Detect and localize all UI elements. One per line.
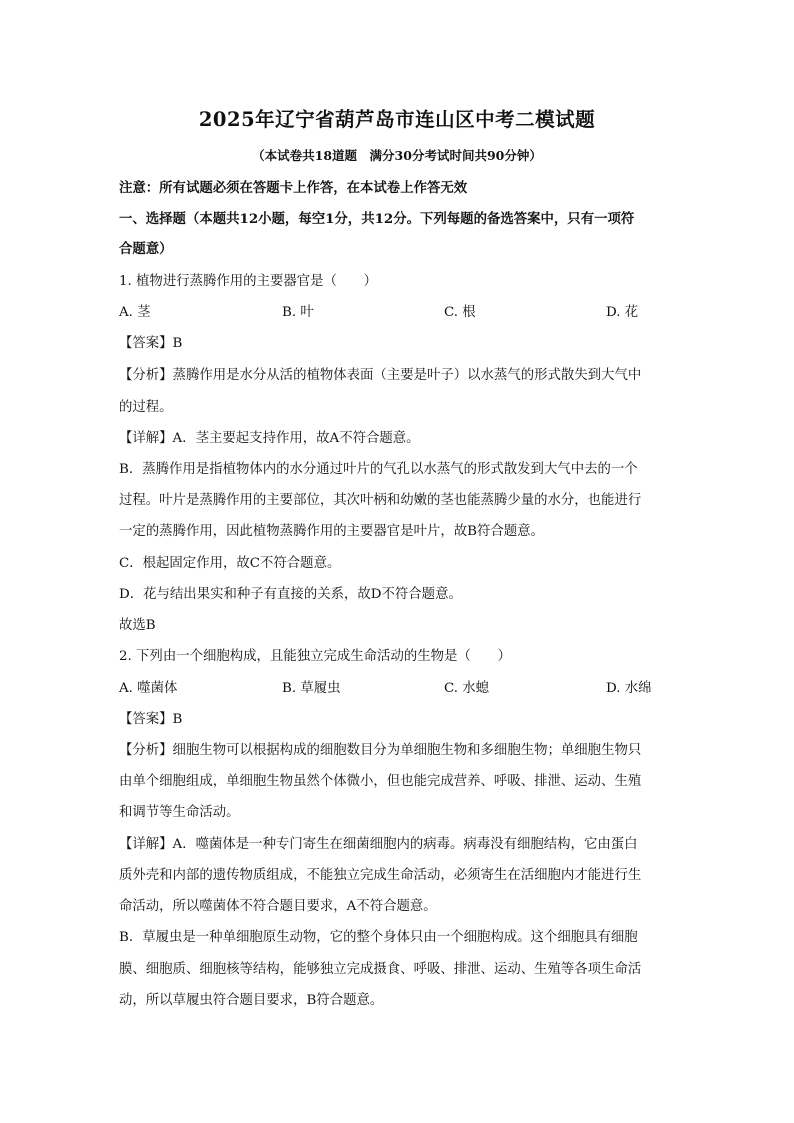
q1-option-b: B. 叶 [282, 305, 314, 320]
q2-detail-line6: 动，所以草履虫符合题目要求，B符合题意。 [119, 993, 384, 1008]
q2-detail-line3: 命活动，所以噬菌体不符合题目要求，A不符合题意。 [119, 899, 437, 914]
page-title: 2025年辽宁省葫芦岛市连山区中考二模试题 [198, 108, 596, 131]
q1-detail-line3: 过程。叶片是蒸腾作用的主要部位，其次叶柄和幼嫩的茎也能蒸腾少量的水分，也能进行 [119, 493, 642, 508]
q2-answer: 【答案】B [119, 712, 183, 727]
q2-detail-line2: 质外壳和内部的遗传物质组成，不能独立完成生命活动，必须寄生在活细胞内才能进行生 [119, 868, 642, 883]
q2-detail-line5: 膜、细胞质、细胞核等结构，能够独立完成摄食、呼吸、排泄、运动、生殖等各项生命活 [119, 962, 642, 977]
q2-detail-line1: 【详解】A．噬菌体是一种专门寄生在细菌细胞内的病毒。病毒没有细胞结构，它由蛋白 [119, 837, 638, 852]
notice: 注意：所有试题必须在答题卡上作答，在本试卷上作答无效 [119, 180, 468, 196]
q1-detail-line5: C．根起固定作用，故C不符合题意。 [119, 556, 341, 571]
q2-detail-line4: B．草履虫是一种单细胞原生动物，它的整个身体只由一个细胞构成。这个细胞具有细胞 [119, 930, 638, 945]
q1-analysis-line2: 的过程。 [119, 400, 173, 415]
question-1-stem: 1. 植物进行蒸腾作用的主要器官是（ ） [119, 274, 378, 289]
q1-option-d: D. 花 [606, 305, 639, 320]
q1-detail-line6: D．花与结出果实和种子有直接的关系，故D不符合题意。 [119, 587, 462, 602]
q1-detail-line1: 【详解】A．茎主要起支持作用，故A不符合题意。 [119, 431, 420, 446]
q1-conclusion: 故选B [119, 618, 156, 633]
section-heading-line2: 合题意） [119, 241, 173, 257]
q2-analysis-line3: 和调节等生命活动。 [119, 805, 240, 820]
q1-answer: 【答案】B [119, 336, 183, 351]
q2-option-d: D. 水绵 [606, 681, 652, 696]
q2-analysis-line2: 由单个细胞组成，单细胞生物虽然个体微小，但也能完成营养、呼吸、排泄、运动、生殖 [119, 774, 642, 789]
q1-detail-line2: B．蒸腾作用是指植物体内的水分通过叶片的气孔以水蒸气的形式散发到大气中去的一个 [119, 462, 638, 477]
q2-analysis-line1: 【分析】细胞生物可以根据构成的细胞数目分为单细胞生物和多细胞生物；单细胞生物只 [119, 743, 642, 758]
q1-detail-line4: 一定的蒸腾作用，因此植物蒸腾作用的主要器官是叶片，故B符合题意。 [119, 524, 544, 539]
q1-option-c: C. 根 [444, 305, 476, 320]
section-heading-line1: 一、选择题（本题共12小题，每空1分，共12分。下列每题的备选答案中，只有一项符 [119, 211, 635, 227]
q2-option-c: C. 水螅 [444, 681, 490, 696]
exam-info: （本试卷共18道题 满分30分考试时间共90分钟） [252, 148, 542, 163]
q2-option-b: B. 草履虫 [282, 681, 341, 696]
question-2-stem: 2. 下列由一个细胞构成，且能独立完成生命活动的生物是（ ） [119, 649, 511, 664]
q1-analysis-line1: 【分析】蒸腾作用是水分从活的植物体表面（主要是叶子）以水蒸气的形式散失到大气中 [119, 368, 642, 383]
q2-option-a: A. 噬菌体 [119, 681, 178, 696]
q1-option-a: A. 茎 [119, 305, 151, 320]
